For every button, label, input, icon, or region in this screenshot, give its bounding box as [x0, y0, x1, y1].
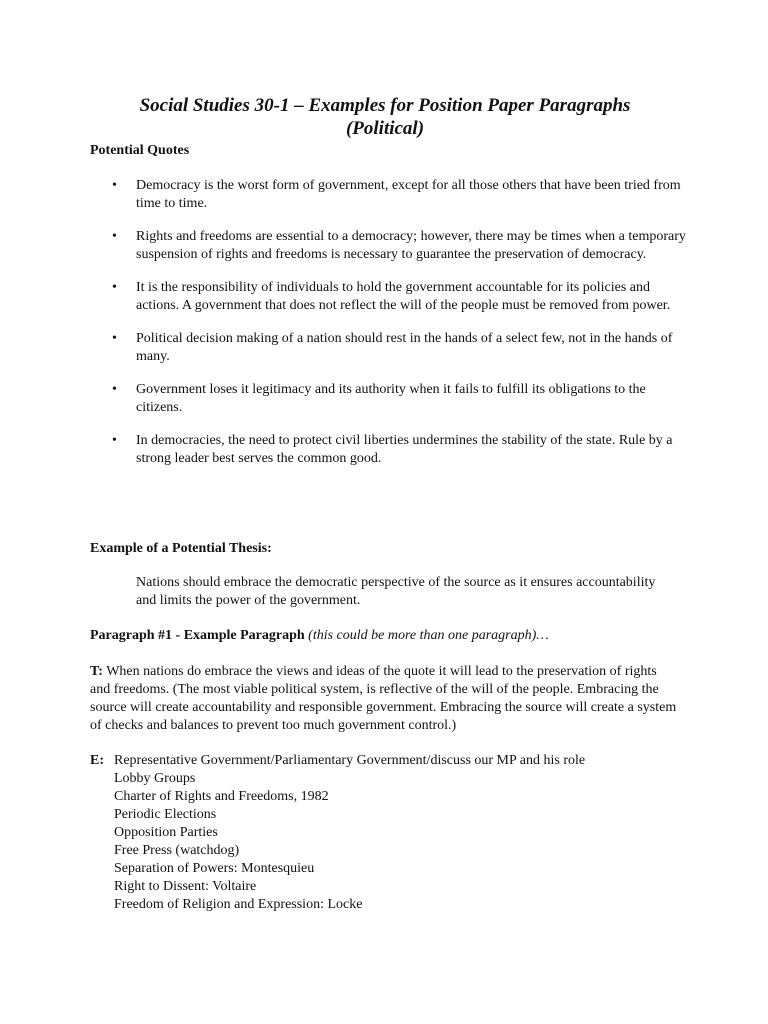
bullet-icon: • [112, 433, 117, 448]
thesis-text: Nations should embrace the democratic perspective of the source as it ensures accountability and limits the power of the government. [136, 575, 656, 608]
evidence-item: Representative Government/Parliamentary Government/discuss our MP and his role [114, 753, 586, 768]
evidence-item: Right to Dissent: Voltaire [114, 879, 257, 894]
quote-item [90, 330, 690, 366]
quote-item [90, 177, 690, 213]
paragraph-heading-title: Paragraph #1 - Example Paragraph [90, 628, 305, 643]
paragraph-heading [90, 627, 549, 645]
title-line-1: Social Studies 30-1 – Examples for Position Paper Paragraphs [139, 95, 631, 116]
bullet-icon: • [112, 331, 117, 346]
bullet-icon: • [112, 229, 117, 244]
evidence-block [90, 752, 690, 914]
thesis-heading: Example of a Potential Thesis: [90, 541, 272, 556]
quote-text: Rights and freedoms are essential to a democracy; however, there may be times when a temporary suspension of rights and freedoms is necessary to guarantee the preservation of democracy. [136, 229, 686, 262]
t-text: When nations do embrace the views and ideas of the quote it will lead to the preservation of rights and freedoms. (The most viable political system, is reflective of the will of the people. Embracing the source will create accountability and responsible government. Embracing the source will create a system of checks and balances to prevent too much government control.) [90, 664, 677, 733]
quote-item [90, 228, 690, 264]
paragraph-heading-note: (this could be more than one paragraph)… [308, 628, 549, 643]
evidence-item: Free Press (watchdog) [114, 843, 240, 858]
topic-sentence-paragraph [90, 663, 680, 735]
e-label: E: [90, 753, 104, 768]
evidence-item: Charter of Rights and Freedoms, 1982 [114, 789, 329, 804]
quote-text: Government loses it legitimacy and its authority when it fails to fulfill its obligations to the citizens. [136, 382, 646, 415]
title-line-2: (Political) [345, 118, 425, 139]
quote-item [90, 381, 690, 417]
quote-item [90, 432, 690, 468]
page-title [90, 94, 680, 140]
bullet-icon: • [112, 382, 117, 397]
t-label: T: [90, 664, 103, 679]
quotes-list [90, 177, 690, 483]
evidence-item: Separation of Powers: Montesquieu [114, 861, 315, 876]
quote-text: In democracies, the need to protect civil liberties undermines the stability of the state. Rule by a strong leader best serves the common good. [136, 433, 673, 466]
quote-text: Political decision making of a nation should rest in the hands of a select few, not in the hands of many. [136, 331, 673, 364]
quote-item [90, 279, 690, 315]
quote-text: It is the responsibility of individuals to hold the government accountable for its policies and actions. A government that does not reflect the will of the people must be removed from power. [136, 280, 671, 313]
quotes-heading: Potential Quotes [90, 143, 190, 158]
evidence-item: Freedom of Religion and Expression: Locke [114, 897, 363, 912]
evidence-list [90, 752, 690, 914]
evidence-item: Opposition Parties [114, 825, 218, 840]
evidence-item: Periodic Elections [114, 807, 217, 822]
quote-text: Democracy is the worst form of government, except for all those others that have been tried from time to time. [136, 178, 681, 211]
bullet-icon: • [112, 178, 117, 193]
bullet-icon: • [112, 280, 117, 295]
evidence-item: Lobby Groups [114, 771, 196, 786]
